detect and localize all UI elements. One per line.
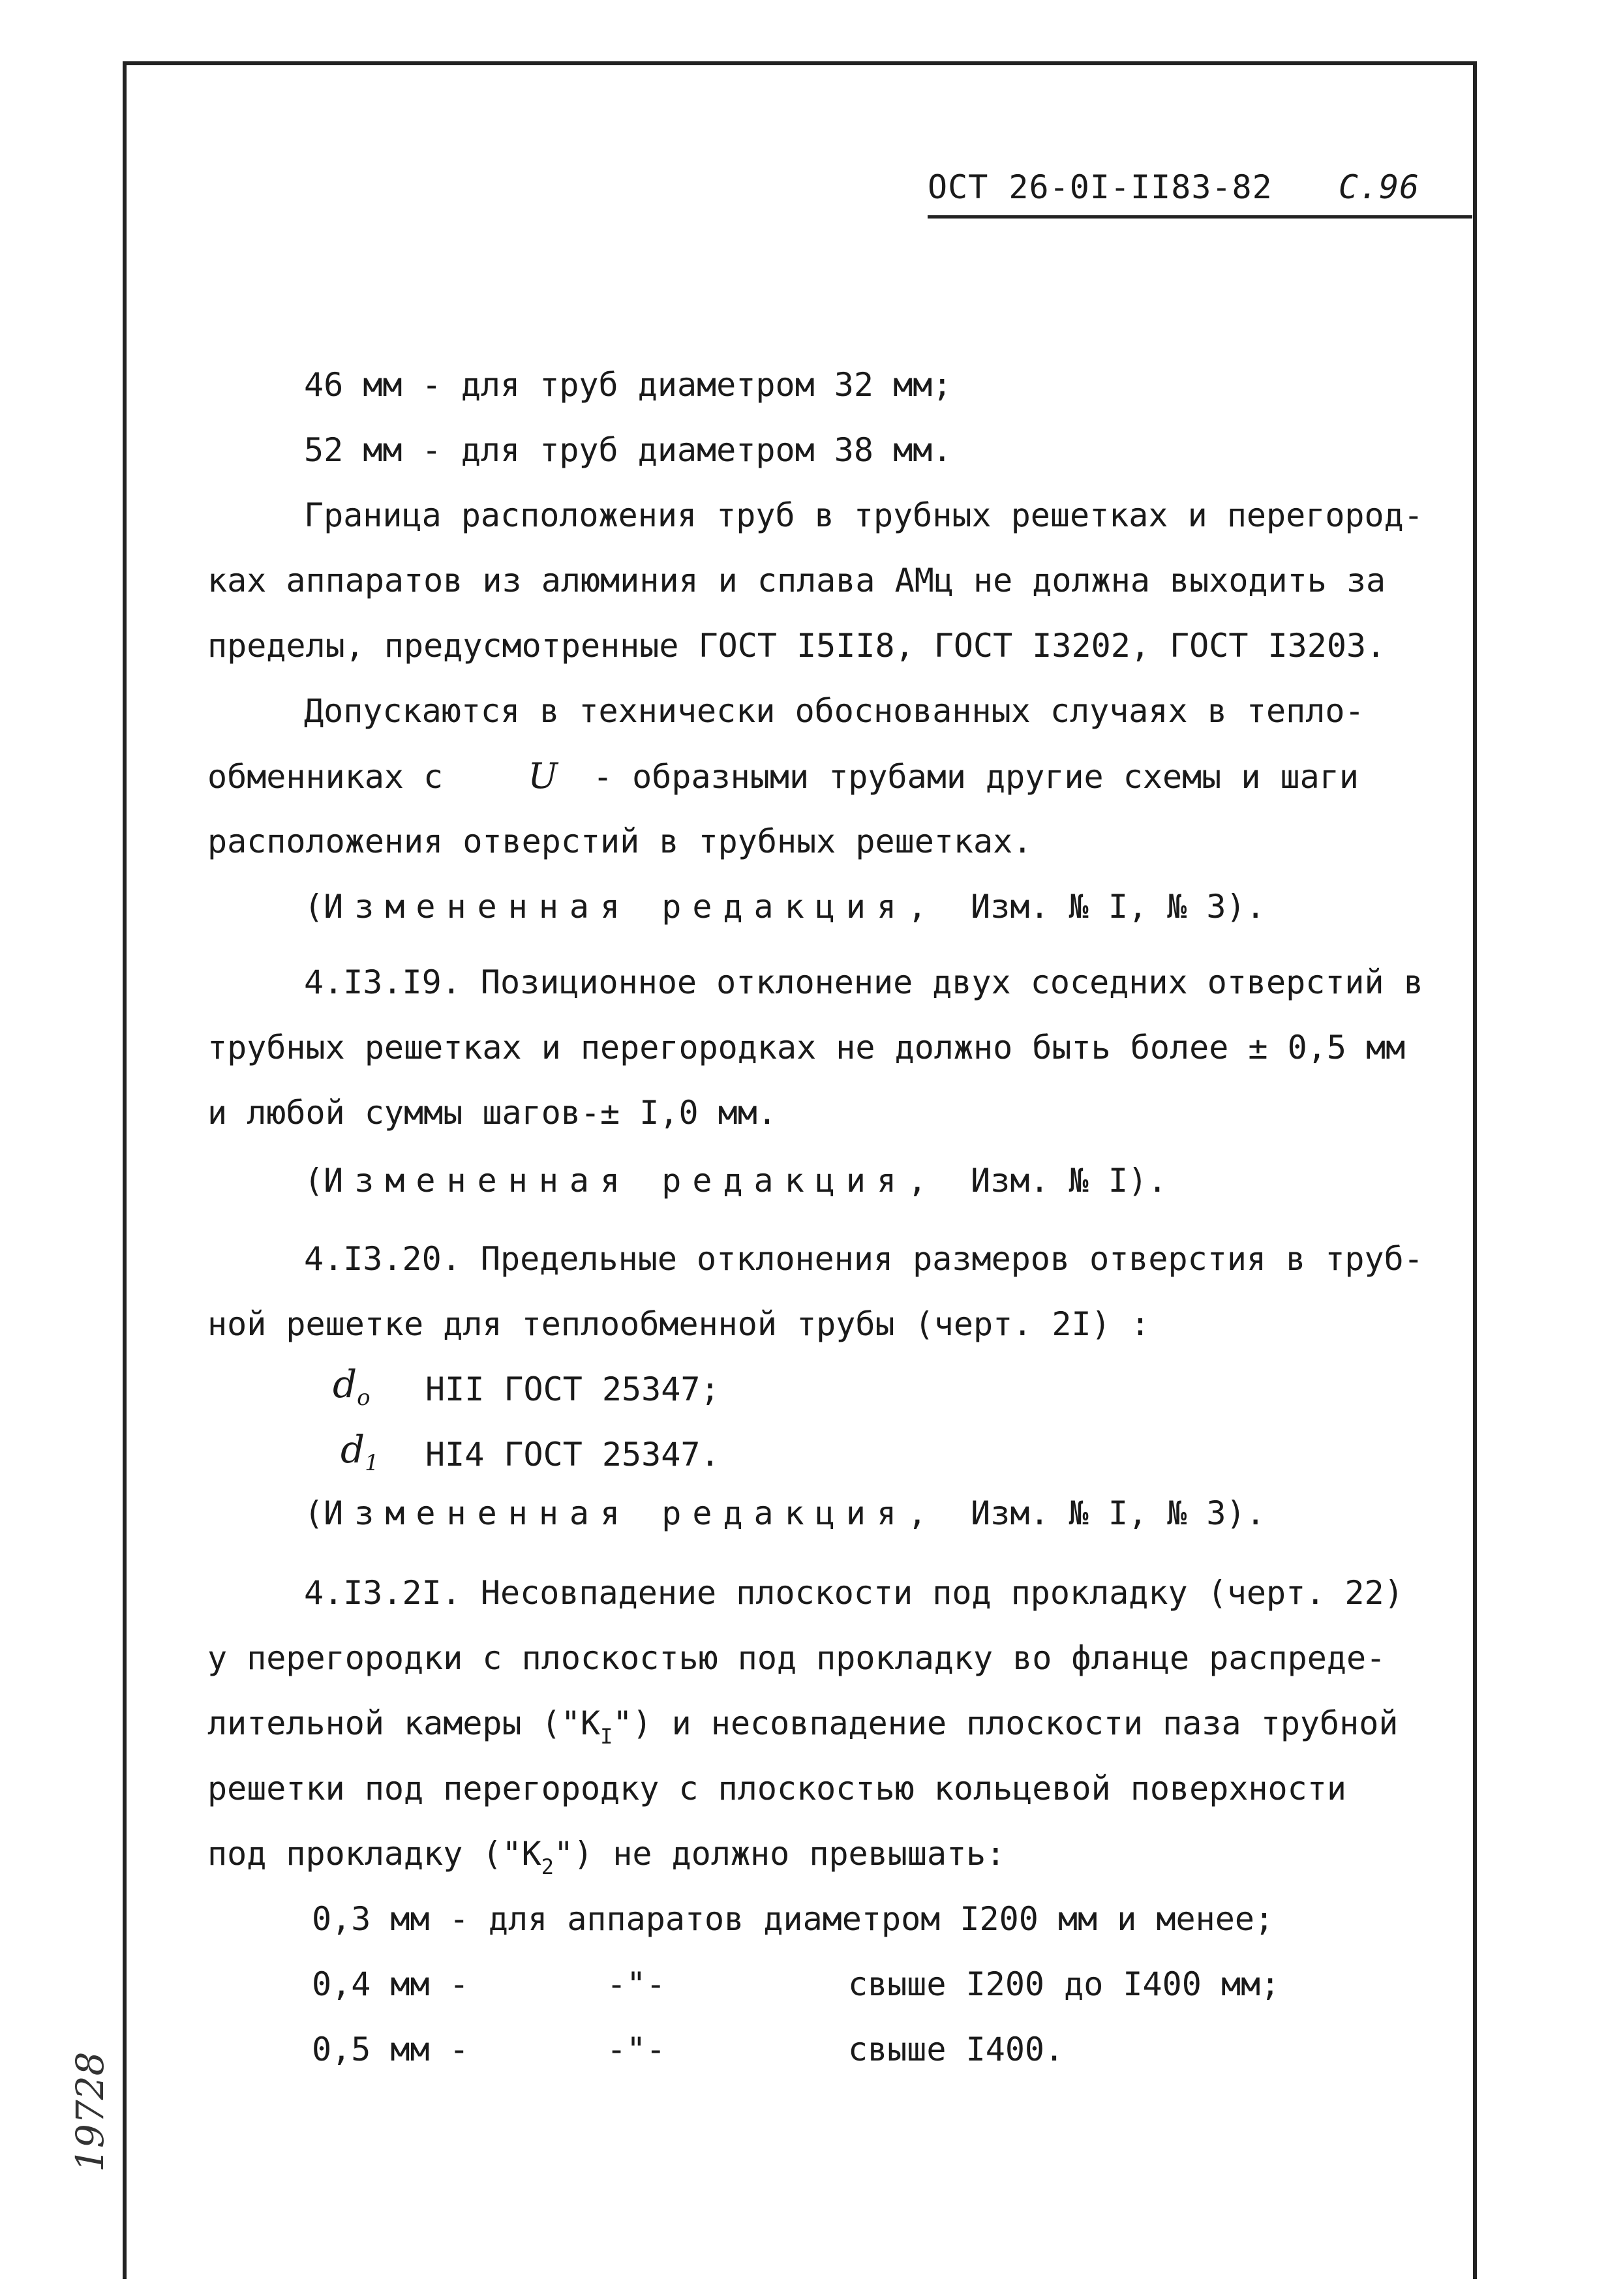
- revision-label: Измененная редакция,: [324, 888, 939, 926]
- ditto-mark: -"-: [607, 2031, 666, 2068]
- ditto-mark: -"-: [607, 1965, 666, 2003]
- text-line: пределы, предусмотренные ГОСТ I5II8, ГОСТ I3202, ГОСТ I3203.: [207, 627, 1386, 665]
- page-header: [928, 168, 1469, 206]
- revision-ref: Изм. № I, № 3).: [971, 1494, 1266, 1532]
- text-line: 4.I3.2I. Несовпадение плоскости под прокладку (черт. 22): [304, 1574, 1404, 1612]
- tolerance-row-range: свыше I200 до I400 мм;: [848, 1965, 1281, 2003]
- revision-ref: Изм. № I).: [971, 1162, 1168, 1200]
- handwritten-margin-note: 19728: [68, 2051, 112, 2172]
- text-line: Граница расположения труб в трубных решетках и перегород-: [304, 496, 1423, 534]
- tolerance-row-range: свыше I400.: [848, 2031, 1065, 2068]
- text-fragment: - образными трубами другие схемы и шаги: [592, 758, 1359, 796]
- d0-symbol: $d_o$: [333, 1362, 371, 1411]
- frame-right-border: [1473, 61, 1477, 2279]
- text-line: под прокладку $("К_2")$ не должно превышать:: [207, 1835, 1006, 1879]
- revision-note: (Измененная редакция, Изм. № I).: [304, 1162, 1168, 1200]
- text-line: ках аппаратов из алюминия и сплава АМц не должна выходить за: [207, 562, 1386, 599]
- revision-note: (Измененная редакция, Изм. № I, № 3).: [304, 1494, 1266, 1532]
- revision-label: Измененная редакция,: [324, 1494, 939, 1532]
- tolerance-row: 0,3 мм - для аппаратов диаметром I200 мм и менее;: [312, 1900, 1275, 1938]
- text-line: 52 мм - для труб диаметром 38 мм.: [304, 431, 952, 469]
- text-line: HI4 ГОСТ 25347.: [425, 1436, 720, 1473]
- text-line: [207, 757, 1359, 796]
- d1-symbol: $d_1$: [341, 1427, 379, 1476]
- revision-note: (Измененная редакция, Изм. № I, № 3).: [304, 888, 1266, 926]
- text-fragment: обменниках с: [207, 758, 444, 796]
- text-line: 4.I3.20. Предельные отклонения размеров отверстия в труб-: [304, 1240, 1423, 1278]
- page-number: С.96: [1338, 168, 1420, 206]
- text-line: лительной камеры $("К_I")$ и несовпадение плоскости паза трубной: [207, 1704, 1399, 1749]
- frame-left-border: [123, 61, 127, 2279]
- text-line: Допускаются в технически обоснованных случаях в тепло-: [304, 692, 1365, 730]
- text-line: решетки под перегородку с плоскостью кольцевой поверхности: [207, 1770, 1346, 1807]
- text-line: у перегородки с плоскостью под прокладку во фланце распреде-: [207, 1639, 1386, 1677]
- revision-label: Измененная редакция,: [324, 1162, 939, 1200]
- text-line: HII ГОСТ 25347;: [425, 1370, 720, 1408]
- doc-code: ОСТ 26-0I-II83-82: [928, 168, 1273, 206]
- text-line: ной решетке для теплообменной трубы (черт. 2I) :: [207, 1305, 1150, 1343]
- text-line: трубных решетках и перегородках не должно быть более ± 0,5 мм: [207, 1029, 1406, 1066]
- u-symbol: U: [528, 755, 558, 796]
- header-underline: [928, 215, 1472, 219]
- tolerance-row-value: 0,4 мм -: [312, 1965, 469, 2003]
- text-line: и любой суммы шагов-± I,0 мм.: [207, 1094, 777, 1132]
- tolerance-row-value: 0,5 мм -: [312, 2031, 469, 2068]
- text-line: расположения отверстий в трубных решетках.: [207, 823, 1033, 860]
- text-line: 46 мм - для труб диаметром 32 мм;: [304, 366, 952, 404]
- revision-ref: Изм. № I, № 3).: [971, 888, 1266, 926]
- text-line: 4.I3.I9. Позиционное отклонение двух соседних отверстий в: [304, 963, 1423, 1001]
- frame-top-border: [123, 61, 1477, 65]
